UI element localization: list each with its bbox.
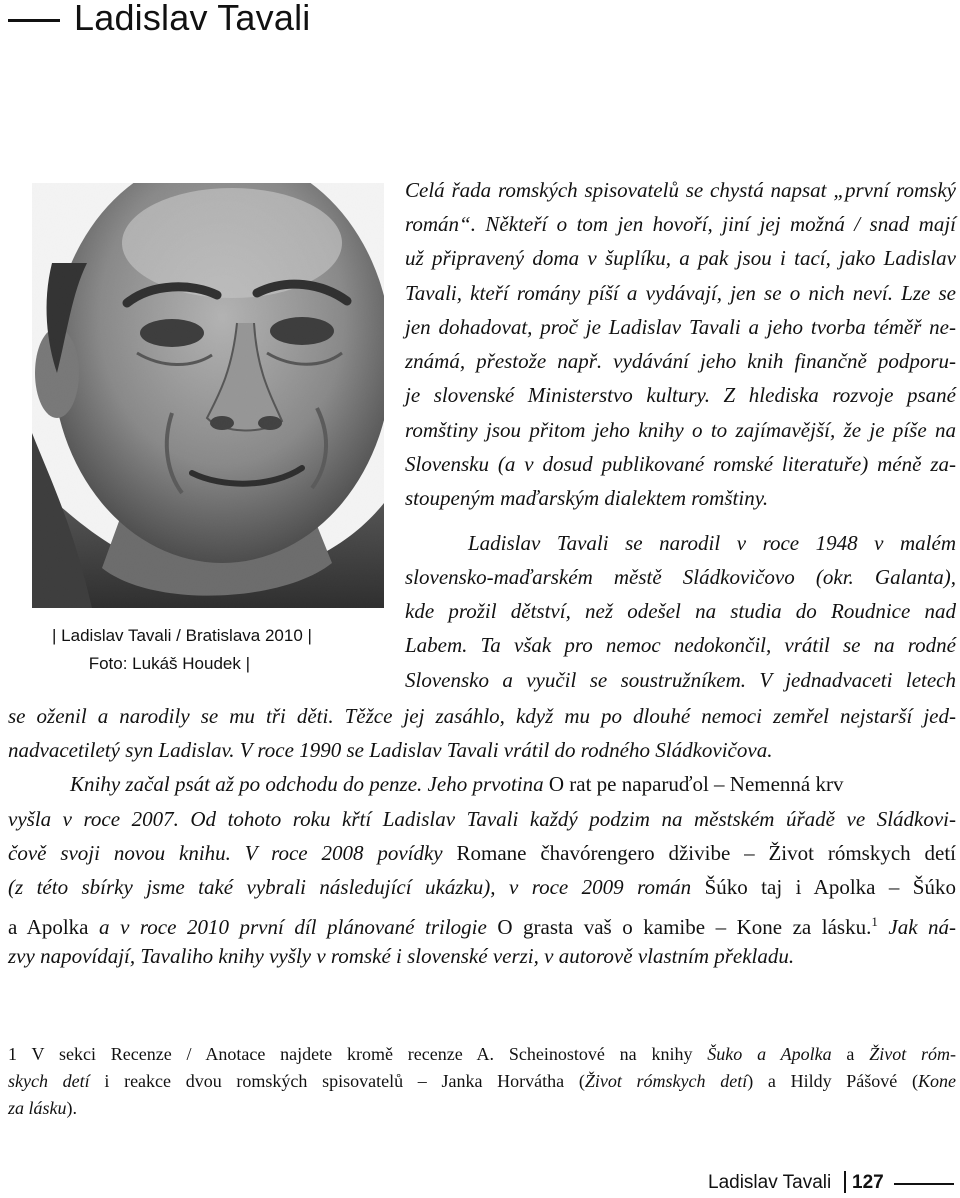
page-number: 127 — [852, 1172, 884, 1193]
book-title-novel: Šúko taj i Apolka – Šúko — [704, 875, 956, 899]
footnote-line — [8, 1042, 956, 1066]
text-line: stoupeným maďarským dialektem romštiny. — [405, 486, 769, 510]
text-span: 1 V sekci Recenze / Anotace najdete kromě recenze A. Scheinostové na knihy — [8, 1044, 693, 1064]
text-span: (z této sbírky jsme také vybrali následující ukázku), v roce 2009 román — [8, 875, 692, 899]
text-line: známá, přestože např. vydávání jeho knih finančně podporu- — [405, 349, 956, 373]
footer-divider — [844, 1171, 846, 1193]
book-title-trilogy: O grasta vaš o kamibe – Kone za lásku. — [497, 915, 872, 939]
text-line: zvy napovídají, Tavaliho knihy vyšly v romské i slovenské verzi, v autorově vlastním překladu. — [8, 944, 795, 968]
text-line: Slovensko a vyučil se soustružníkem. V jednadvaceti letech — [405, 668, 956, 692]
text-span: ) a Hildy Pášové ( — [747, 1071, 918, 1091]
text-line: Tavali, kteří romány píší a vydávají, jen se o nich neví. Lze se — [405, 281, 956, 305]
text-span: Život rómskych detí — [584, 1071, 748, 1091]
page-title: Ladislav Tavali — [74, 0, 311, 38]
text-span: a — [846, 1044, 855, 1064]
text-line: Ladislav Tavali se narodil v roce 1948 v malém — [468, 531, 956, 555]
text-span: skych detí — [8, 1071, 90, 1091]
text-span: Knihy začal psát až po odchodu do penze. Jeho prvotina — [70, 772, 544, 796]
text-line — [8, 909, 956, 940]
book-title-stories: Romane čhavórengero dživibe – Život rómskych detí — [456, 841, 956, 865]
text-line: romštiny jsou přitom jeho knihy o to zajímavější, že je píše na — [405, 418, 956, 442]
text-span: Kone — [917, 1071, 956, 1091]
text-line — [8, 874, 956, 900]
text-span: čově svoji novou knihu. V roce 2008 povídky — [8, 841, 443, 865]
text-line: Labem. Ta však pro nemoc nedokončil, vrátil se na rodné — [405, 633, 956, 657]
text-span: a v roce 2010 první díl plánované trilogie — [99, 915, 487, 939]
text-span: Život róm- — [869, 1044, 957, 1064]
footer-rule — [894, 1183, 954, 1185]
text-line: Celá řada romských spisovatelů se chystá napsat „první romský — [405, 178, 956, 202]
text-line: Slovensku (a v dosud publikované romské literatuře) méně za- — [405, 452, 956, 476]
text-line: kde prožil dětství, než odešel na studia do Roudnice nad — [405, 599, 956, 623]
text-span: Jak ná- — [888, 915, 957, 939]
text-span: Šuko a Apolka — [707, 1044, 832, 1064]
text-line: nadvacetiletý syn Ladislav. V roce 1990 se Ladislav Tavali vrátil do rodného Sládkovičova. — [8, 738, 773, 762]
header-rule — [8, 19, 60, 22]
text-span: i reakce dvou romských spisovatelů – Janka Horvátha ( — [104, 1071, 585, 1091]
text-span: za lásku — [8, 1098, 67, 1118]
text-line: je slovenské Ministerstvo kultury. Z hlediska rozvoje psané — [405, 383, 956, 407]
footer-title: Ladislav Tavali — [708, 1172, 832, 1193]
portrait-photo — [32, 183, 384, 608]
text-line: slovensko-maďarském městě Sládkovičovo (okr. Galanta), — [405, 565, 956, 589]
text-line — [8, 840, 956, 866]
footnote-line — [8, 1069, 956, 1093]
text-line: se oženil a narodily se mu tři děti. Těžce jej zasáhlo, když mu po dlouhé nemoci zemřel nejstarší jed- — [8, 704, 956, 728]
text-line: vyšla v roce 2007. Od tohoto roku křtí Ladislav Tavali každý podzim na městském úřadě ve Sládkovi- — [8, 807, 956, 831]
text-line: román“. Někteří o tom jen hovoří, jiní jej možná / snad mají — [405, 212, 956, 236]
text-span: ). — [66, 1098, 77, 1118]
book-title-first: O rat pe naparuďol – Nemenná krv — [548, 772, 844, 796]
text-line: jen dohadovat, proč je Ladislav Tavali a jeho tvorba téměř ne- — [405, 315, 956, 339]
footnote-line — [8, 1096, 956, 1120]
footnote-ref: 1 — [871, 914, 878, 929]
photo-credit: Foto: Lukáš Houdek | — [88, 654, 250, 673]
text-line — [70, 771, 956, 797]
photo-caption: | Ladislav Tavali / Bratislava 2010 | — [52, 626, 312, 645]
book-title-novel-end: a Apolka — [8, 915, 89, 939]
text-line: už připravený doma v šuplíku, a pak jsou i tací, jako Ladislav — [405, 246, 956, 270]
